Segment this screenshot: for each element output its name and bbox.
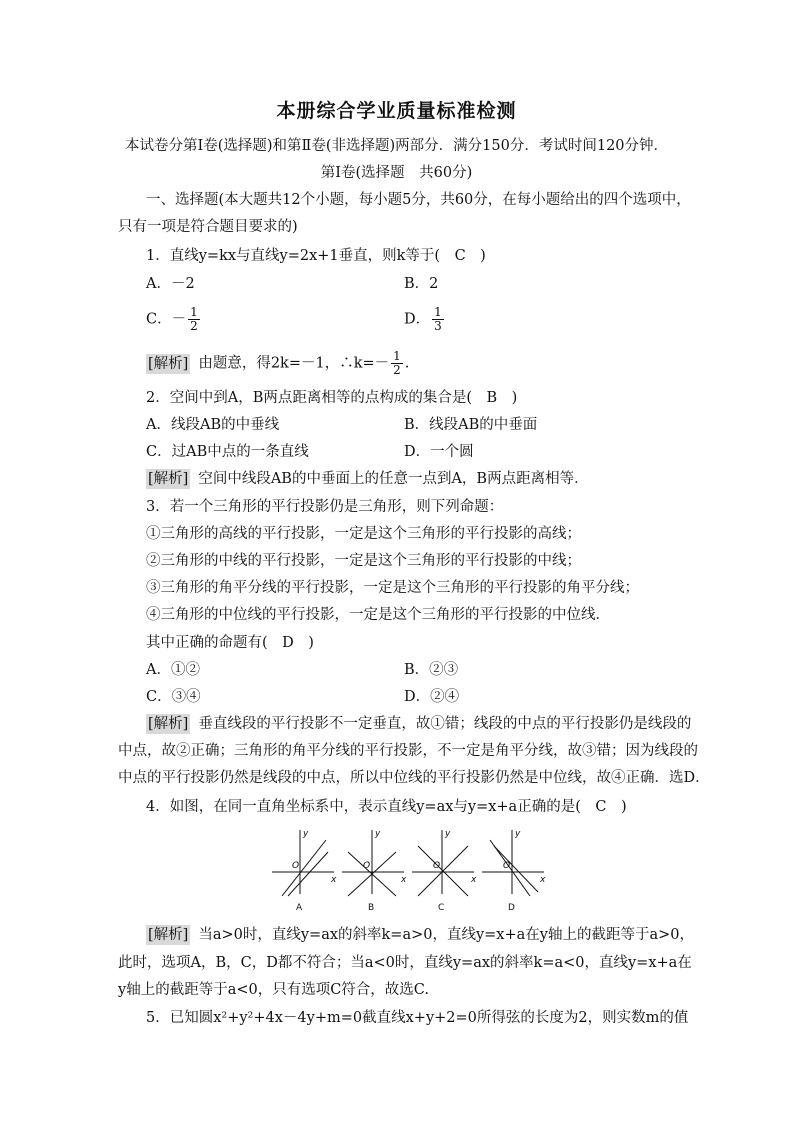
q4-panel-c bbox=[412, 829, 477, 913]
q3-option-a: A．①② bbox=[146, 662, 200, 678]
q3-proposition-2: ②三角形的中线的平行投影，一定是这个三角形的平行投影的中线； bbox=[146, 553, 581, 569]
q2-option-d: D．一个圆 bbox=[404, 444, 474, 460]
q4-panel-a-x: x bbox=[331, 875, 337, 885]
jiexi-label: [解析] bbox=[148, 716, 189, 732]
part1-title: 第Ⅰ卷(选择题 共60分) bbox=[320, 165, 473, 181]
q4-panel-d-origin: O bbox=[503, 861, 511, 871]
section1-line1: 一、选择题(本大题共12个小题，每小题5分，共60分，在每小题给出的四个选项中， bbox=[146, 192, 691, 208]
q3-proposition-4: ④三角形的中位线的平行投影，一定是这个三角形的平行投影的中位线． bbox=[146, 607, 610, 623]
q1-option-d bbox=[404, 306, 446, 333]
q4-panel-d bbox=[482, 829, 546, 913]
q2-option-b: B．线段AB的中垂面 bbox=[404, 417, 538, 433]
q4-panel-c-y: y bbox=[445, 829, 451, 839]
q1-option-c-num: 1 bbox=[190, 305, 198, 319]
q2-stem: 2．空间中到A，B两点距离相等的点构成的集合是( B ) bbox=[146, 390, 518, 406]
q4-jiexi-text-1: 当a>0时，直线y=ax的斜率k=a>0，直线y=x+a在y轴上的截距等于a>0， bbox=[198, 927, 694, 943]
q4-panel-a-y: y bbox=[303, 829, 309, 839]
q2-jiexi-text: 空间中线段AB的中垂面上的任意一点到A，B两点距离相等． bbox=[198, 471, 589, 487]
q3-proposition-1: ①三角形的高线的平行投影，一定是这个三角形的平行投影的高线； bbox=[146, 526, 581, 542]
q4-panel-d-label: D bbox=[508, 903, 515, 913]
q4-panel-c-x: x bbox=[471, 875, 477, 885]
q1-option-a: A．－2 bbox=[146, 276, 195, 292]
q1-jiexi-den: 2 bbox=[393, 363, 401, 377]
q1-option-d-den: 3 bbox=[434, 319, 442, 333]
q4-panel-a bbox=[272, 829, 337, 913]
q1-jiexi-end: . bbox=[404, 355, 410, 372]
q1-option-b: B．2 bbox=[404, 276, 439, 292]
q1-option-d-prefix: D． bbox=[404, 311, 431, 328]
q5-stem: 5．已知圆x²+y²+4x－4y+m=0截直线x+y+2=0所得弦的长度为2，则实数m的值 bbox=[146, 1010, 689, 1026]
q4-panel-b-x: x bbox=[401, 875, 407, 885]
q4-coordinate-diagrams bbox=[268, 826, 548, 914]
jiexi-label: [解析] bbox=[148, 471, 189, 487]
jiexi-label: [解析] bbox=[148, 355, 189, 372]
q1-option-c-den: 2 bbox=[190, 319, 198, 333]
q4-panel-d-x: x bbox=[540, 875, 546, 885]
q3-jiexi-line3: 中点的平行投影仍然是线段的中点，所以中位线的平行投影仍然是中位线，故④正确．选D． bbox=[118, 770, 710, 786]
q4-panel-c-label: C bbox=[438, 903, 445, 913]
q2-jiexi bbox=[146, 469, 589, 489]
q1-jiexi bbox=[146, 350, 409, 377]
q3-ask: 其中正确的命题有( D ) bbox=[146, 635, 314, 651]
q3-option-b: B．②③ bbox=[404, 662, 459, 678]
q1-option-c-prefix: C．－ bbox=[146, 311, 187, 328]
q1-jiexi-fraction bbox=[391, 350, 403, 377]
q4-jiexi-line2: 此时，选项A，B，C，D都不符合；当a<0时，直线y=ax的斜率k=a<0，直线y=x+a在 bbox=[118, 955, 692, 971]
page-title: 本册综合学业质量标准检测 bbox=[276, 100, 517, 122]
exam-intro: 本试卷分第Ⅰ卷(选择题)和第Ⅱ卷(非选择题)两部分．满分150分．考试时间120分钟． bbox=[124, 138, 669, 154]
q3-jiexi-line2: 中点，故②正确；三角形的角平分线的平行投影，不一定是角平分线，故③错；因为线段的 bbox=[118, 743, 698, 759]
jiexi-label: [解析] bbox=[148, 927, 189, 943]
q3-jiexi-line1 bbox=[146, 714, 691, 734]
q3-option-c: C．③④ bbox=[146, 689, 201, 705]
q4-panel-b-label: B bbox=[368, 903, 375, 913]
q1-option-c bbox=[146, 306, 202, 333]
q4-figure bbox=[268, 826, 548, 914]
q1-option-d-num: 1 bbox=[434, 305, 442, 319]
q1-stem: 1．直线y=kx与直线y=2x+1垂直，则k等于( C ) bbox=[146, 248, 486, 264]
q4-panel-a-label: A bbox=[296, 903, 303, 913]
q4-panel-b bbox=[342, 829, 407, 913]
q4-panel-a-origin: O bbox=[292, 861, 300, 871]
q4-panel-b-origin: O bbox=[363, 861, 371, 871]
q2-option-a: A．线段AB的中垂线 bbox=[146, 417, 280, 433]
q2-option-c: C．过AB中点的一条直线 bbox=[146, 444, 309, 460]
q3-jiexi-text-1: 垂直线段的平行投影不一定垂直，故①错；线段的中点的平行投影仍是线段的 bbox=[198, 716, 692, 732]
q1-jiexi-num: 1 bbox=[393, 349, 401, 363]
q3-stem: 3．若一个三角形的平行投影仍是三角形，则下列命题： bbox=[146, 499, 504, 515]
q3-option-d: D．②④ bbox=[404, 689, 460, 705]
q3-proposition-3: ③三角形的角平分线的平行投影，一定是这个三角形的平行投影的角平分线； bbox=[146, 580, 639, 596]
q4-jiexi-line1 bbox=[146, 925, 694, 945]
q1-option-c-fraction bbox=[188, 306, 200, 333]
q4-panel-d-y: y bbox=[515, 829, 521, 839]
q4-jiexi-line3: y轴上的截距等于a<0，只有选项C符合，故选C. bbox=[118, 982, 429, 998]
q4-stem: 4．如图，在同一直角坐标系中，表示直线y=ax与y=x+a正确的是( C ) bbox=[146, 799, 627, 815]
q1-jiexi-text: 由题意，得2k=－1，∴k=－ bbox=[198, 355, 390, 372]
section1-line2: 只有一项是符合题目要求的) bbox=[118, 219, 298, 235]
q1-option-d-fraction bbox=[432, 306, 444, 333]
q4-panel-b-y: y bbox=[375, 829, 381, 839]
q4-panel-c-origin: O bbox=[433, 861, 441, 871]
